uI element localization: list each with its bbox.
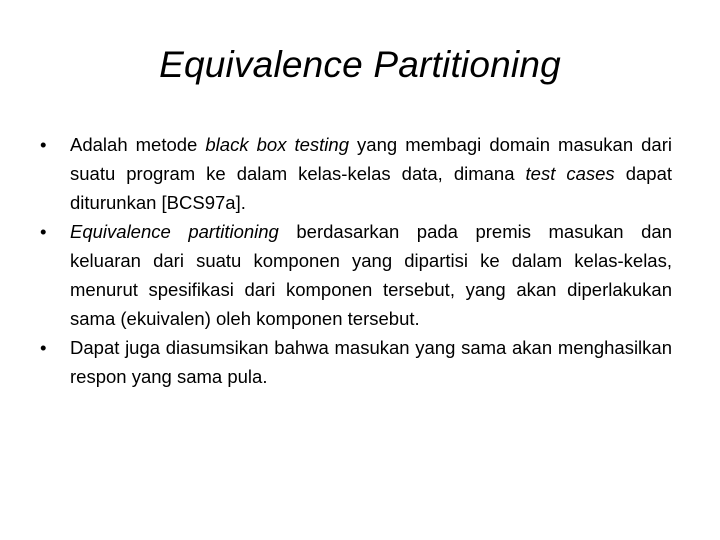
bullet-icon: • [40, 221, 47, 242]
text-run-italic: test cases [525, 163, 615, 184]
text-run: Dapat juga diasumsikan bahwa masukan yang sama akan menghasilkan respon yang sama pula. [70, 337, 672, 387]
bullet-list [40, 130, 672, 391]
bullet-icon: • [40, 337, 47, 358]
text-run: yang membagi domain masukan dari suatu program ke dalam kelas-kelas data, dimana [70, 134, 672, 184]
bullet-text [70, 134, 672, 213]
bullet-item [40, 333, 672, 391]
text-run: Adalah metode [70, 134, 206, 155]
bullet-text [70, 221, 672, 329]
text-run: berdasarkan pada premis masukan dan keluaran dari suatu komponen yang dipartisi ke dalam kelas-kelas, menurut spesifikasi dari komponen tersebut, yang akan diperlakukan sama (ekuivalen) oleh komponen tersebut. [70, 221, 673, 329]
text-run: dapat diturunkan [BCS97a]. [70, 163, 672, 213]
slide-title: Equivalence Partitioning [159, 44, 561, 85]
text-run-italic: Equivalence partitioning [70, 221, 279, 242]
bullet-text [70, 337, 672, 387]
text-run-italic: black box testing [205, 134, 349, 155]
bullet-item [40, 217, 672, 333]
bullet-icon: • [40, 134, 47, 155]
bullet-item [40, 130, 672, 217]
